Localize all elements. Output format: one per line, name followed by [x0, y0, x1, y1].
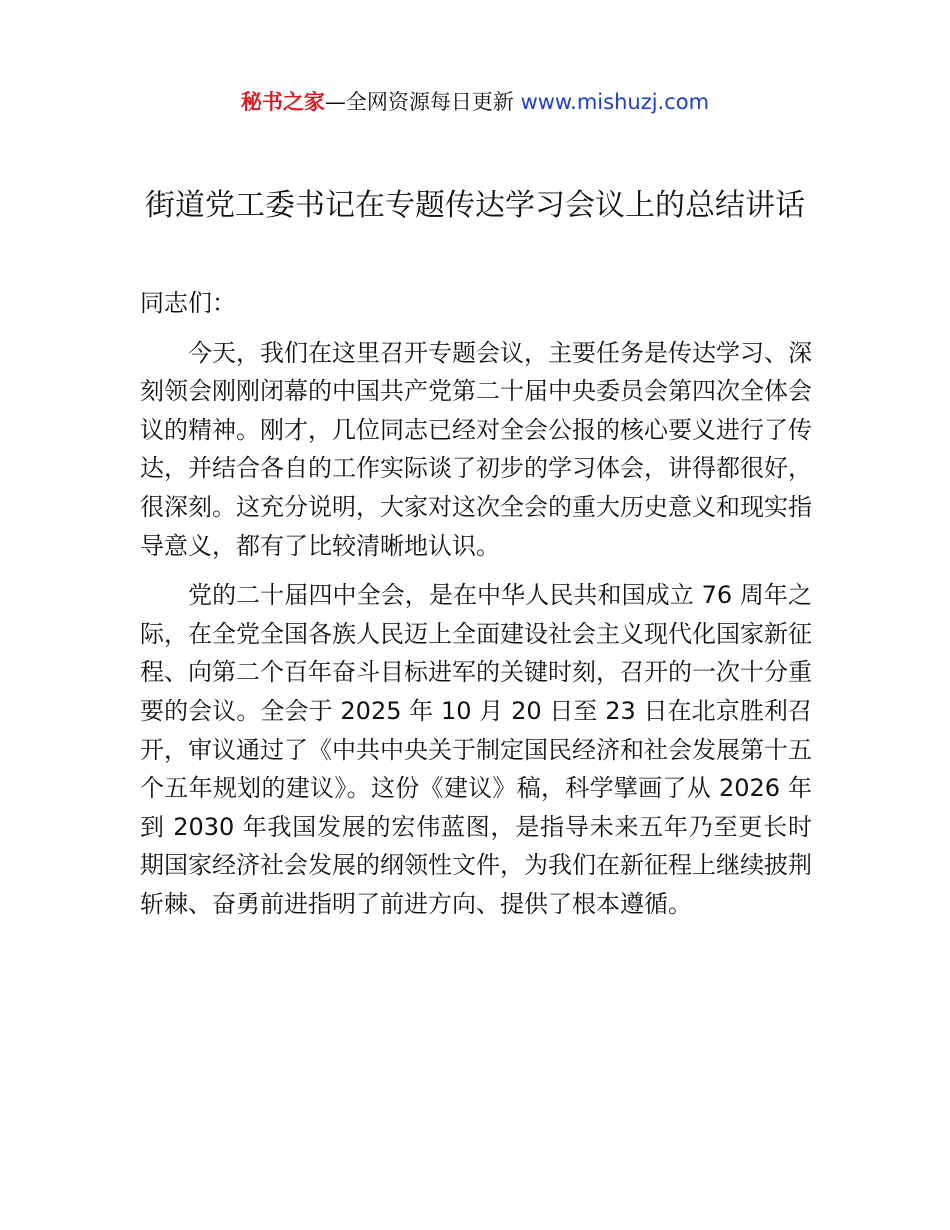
salutation: 同志们： [140, 289, 236, 317]
body-paragraph-2: 党的二十届四中全会，是在中华人民共和国成立 76 周年之际，在全党全国各族人民迈上全面建设社会主义现代化国家新征程、向第二个百年奋斗目标进军的关键时刻，召开的一次十分重要的会议。全会于 2025 年 10 月 20 日至 23 日在北京胜利召开，审议通过了《中共中央关于制定国民经济和社会发展第十五个五年规划的建议》。这份《建议》稿，科学擘画了从 2026 年到 2030 年我国发展的宏伟蓝图，是指导未来五年乃至更长时期国家经济社会发展的纲领性文件，为我们在新征程上继续披荆斩棘、奋勇前进指明了前进方向、提供了根本遵循。 [140, 581, 812, 918]
document-body [140, 284, 812, 935]
site-url-link[interactable]: www.mishuzj.com [520, 90, 710, 114]
document-title: 街道党工委书记在专题传达学习会议上的总结讲话 [145, 188, 805, 223]
site-header [0, 86, 950, 118]
brand-name: 秘书之家 [240, 90, 325, 114]
header-tagline: —全网资源每日更新 [324, 90, 521, 114]
body-paragraph-1: 今天，我们在这里召开专题会议，主要任务是传达学习、深刻领会刚刚闭幕的中国共产党第二十届中央委员会第四次全体会议的精神。刚才，几位同志已经对全会公报的核心要义进行了传达，并结合各自的工作实际谈了初步的学习体会，讲得都很好，很深刻。这充分说明，大家对这次全会的重大历史意义和现实指导意义，都有了比较清晰地认识。 [140, 338, 812, 560]
